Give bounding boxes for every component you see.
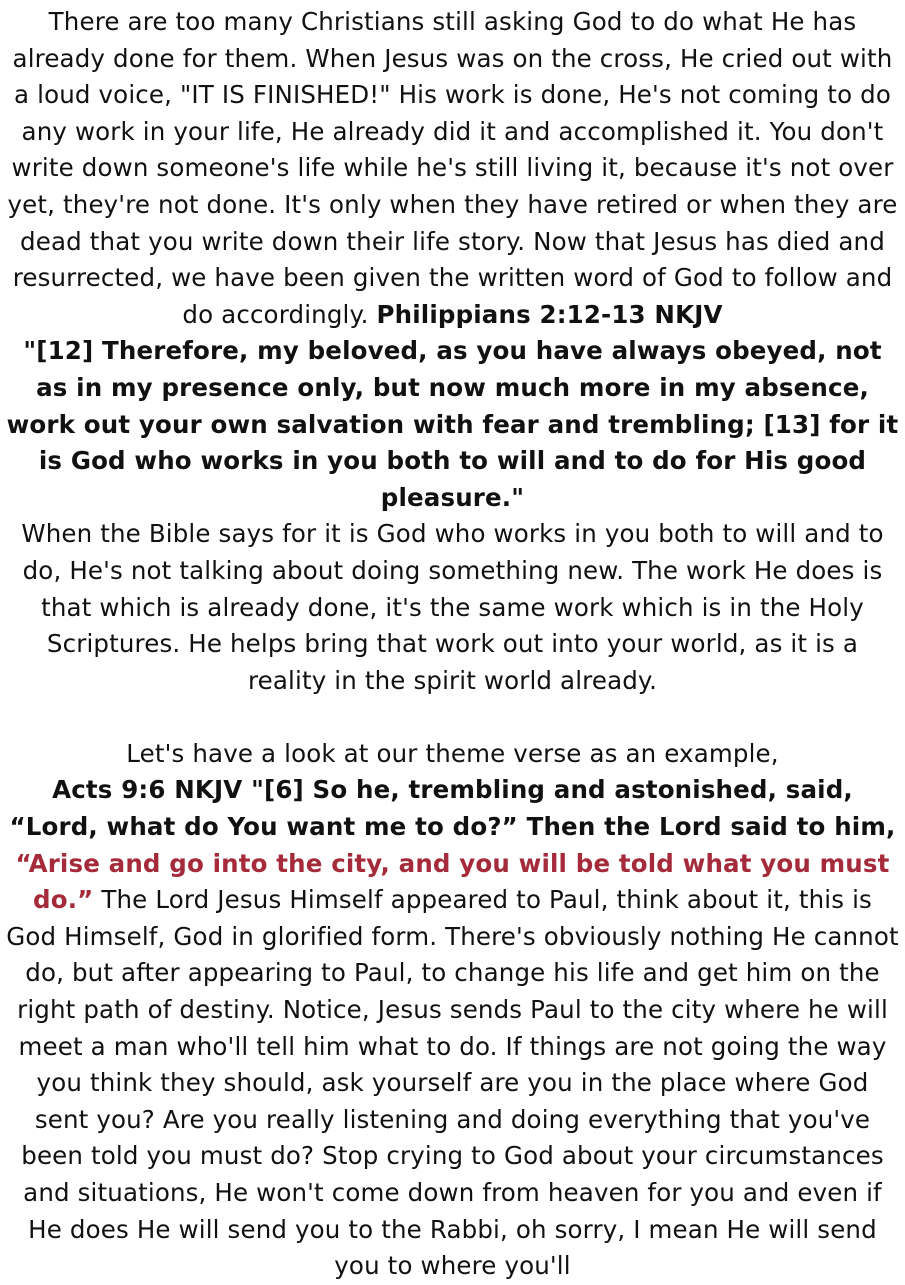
explanation-text: When the Bible says for it is God who works in you both to will and to do, He's not talking about doing something new. The work He does is that which is already done, it's the same work which is in the Holy Scriptures. He helps bring that work out into your world, as it is a reality in the spirit world already. <box>21 519 884 695</box>
paragraph-spacer <box>6 699 899 736</box>
paragraph-theme-verse <box>6 736 899 1285</box>
intro-text: There are too many Christians still asking God to do what He has already done for them. When Jesus was on the cross, He cried out with a loud voice, "IT IS FINISHED!" His work is done, He's not coming to do any work in your life, He already did it and accomplished it. You don't write down someone's life while he's still living it, because it's not over yet, they're not done. It's only when they have retired or when they are dead that you write down their life story. Now that Jesus has died and resurrected, we have been given the written word of God to follow and do accordingly. <box>7 7 898 329</box>
acts-quote: Acts 9:6 NKJV "[6] So he, trembling and astonished, said, “Lord, what do You want me to do?” Then the Lord said to him, <box>9 775 896 842</box>
document-page <box>6 4 899 1285</box>
acts-red-quote: “Arise and go into the city, and you will be told what you must do.” <box>15 848 890 915</box>
theme-continuation-text: The Lord Jesus Himself appeared to Paul, think about it, this is God Himself, God in glorified form. There's obviously nothing He cannot do, but after appearing to Paul, to change his life and get him on the right path of destiny. Notice, Jesus sends Paul to the city where he will meet a man who'll tell him what to do. If things are not going the way you think they should, ask yourself are you in the place where God sent you? Are you really listening and doing everything that you've been told you must do? Stop crying to God about your circumstances and situations, He won't come down from heaven for you and even if He does He will send you to the Rabbi, oh sorry, I mean He will send you to where you'll <box>6 885 899 1281</box>
philippians-reference: Philippians 2:12-13 NKJV <box>376 299 723 329</box>
theme-intro-text: Let's have a look at our theme verse as an example, <box>126 738 779 768</box>
philippians-quote: "[12] Therefore, my beloved, as you have always obeyed, not as in my presence only, but now much more in my absence, work out your own salvation with fear and trembling; [13] for it is God who works in you both to will and to do for His good pleasure." <box>6 336 899 512</box>
paragraph-intro <box>6 4 899 699</box>
